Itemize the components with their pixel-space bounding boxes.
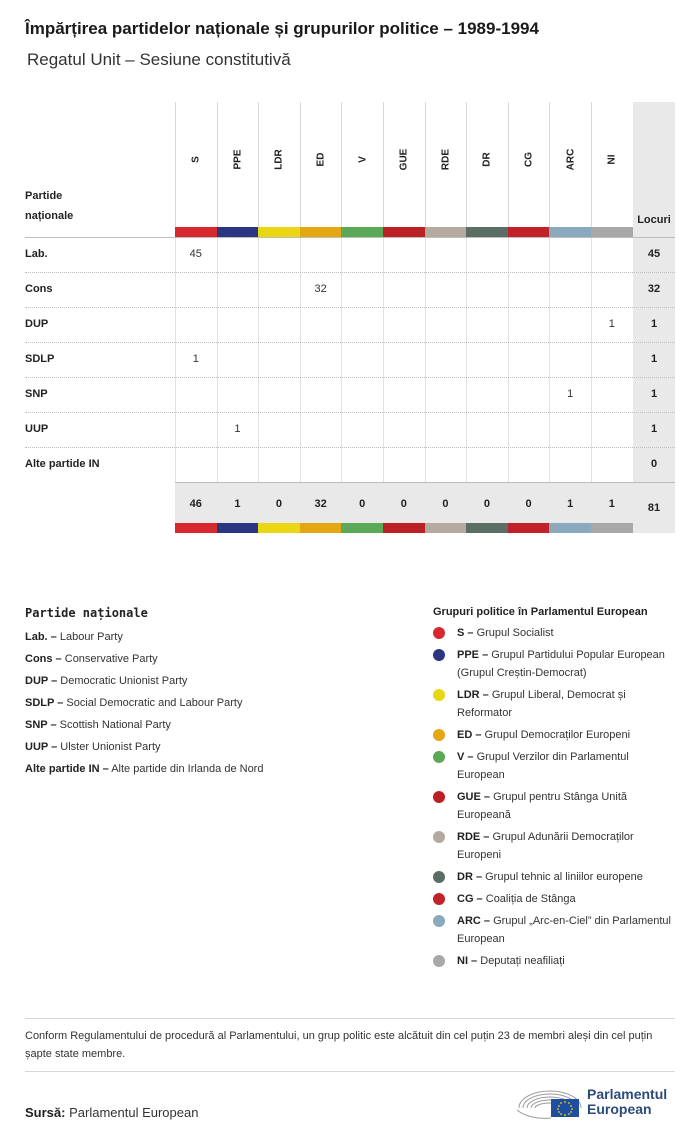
party-total: 0 — [650, 458, 658, 470]
group-header-rde: RDE — [425, 102, 467, 227]
group-color-bar-top — [425, 227, 467, 237]
color-dot-icon — [433, 871, 445, 883]
group-total: 1 — [234, 498, 241, 510]
group-legend-item: S – Grupul Socialist — [433, 624, 678, 642]
group-color-bar-bottom — [258, 523, 300, 533]
color-dot-icon — [433, 751, 445, 763]
political-groups-legend-title: Grupuri politice în Parlamentul European — [433, 606, 648, 618]
table-row — [25, 412, 675, 447]
party-legend-item: DUP – Democratic Unionist Party — [25, 675, 188, 687]
group-color-bar-bottom — [175, 523, 217, 533]
group-header-ed: ED — [300, 102, 342, 227]
group-color-bar-bottom — [549, 523, 591, 533]
party-name: UUP — [25, 423, 49, 435]
color-dot-icon — [433, 729, 445, 741]
seat-cell: 1 — [608, 318, 615, 330]
color-dot-icon — [433, 893, 445, 905]
group-header-cg: CG — [508, 102, 550, 227]
group-color-bar-top — [466, 227, 508, 237]
seat-cell: 1 — [567, 388, 574, 400]
color-dot-icon — [433, 689, 445, 701]
group-total: 46 — [189, 498, 202, 510]
party-legend-item: SDLP – Social Democratic and Labour Party — [25, 697, 243, 709]
group-total: 0 — [525, 498, 532, 510]
seats-header: Locuri — [637, 214, 671, 226]
group-legend-item: ARC – Grupul „Arc-en-Ciel” din Parlamentul European — [433, 912, 678, 948]
color-dot-icon — [433, 649, 445, 661]
group-legend-item: CG – Coaliția de Stânga — [433, 890, 678, 908]
party-legend-item: Cons – Conservative Party — [25, 653, 158, 665]
color-dot-icon — [433, 915, 445, 927]
european-parliament-logo — [515, 1080, 680, 1120]
seats-table — [25, 102, 675, 533]
group-color-bar-bottom — [466, 523, 508, 533]
group-legend-item: RDE – Grupul Adunării Democraților Europeni — [433, 828, 678, 864]
totals-row — [175, 482, 675, 523]
group-color-bar-top — [217, 227, 259, 237]
divider — [25, 1018, 675, 1019]
hemicycle-icon — [515, 1080, 585, 1120]
national-parties-legend — [25, 606, 405, 780]
party-total: 45 — [647, 248, 661, 260]
party-legend-item: Alte partide IN – Alte partide din Irlanda de Nord — [25, 763, 264, 775]
group-total: 0 — [400, 498, 407, 510]
group-header-ldr: LDR — [258, 102, 300, 227]
table-row — [25, 342, 675, 377]
table-row — [25, 447, 675, 482]
group-header-s: S — [175, 102, 217, 227]
group-header-ni: NI — [591, 102, 633, 227]
source: Sursă: Parlamentul European — [25, 1105, 199, 1120]
party-name: Cons — [25, 283, 53, 295]
party-name: SDLP — [25, 353, 55, 365]
group-header-v: V — [341, 102, 383, 227]
group-color-bar-bottom — [425, 523, 467, 533]
table-row — [25, 237, 675, 272]
group-total: 0 — [483, 498, 491, 510]
party-name: Alte partide IN — [25, 458, 100, 470]
party-total: 1 — [650, 318, 658, 330]
divider — [25, 1071, 675, 1072]
seat-cell: 1 — [234, 423, 241, 435]
group-header-ppe: PPE — [217, 102, 259, 227]
national-parties-legend-title: Partide naționale — [25, 606, 148, 620]
party-name: SNP — [25, 388, 48, 400]
party-total: 1 — [650, 423, 658, 435]
color-dot-icon — [433, 791, 445, 803]
party-legend-item: UUP – Ulster Unionist Party — [25, 741, 161, 753]
group-total: 1 — [608, 498, 615, 510]
political-groups-legend — [433, 606, 678, 974]
group-legend-item: V – Grupul Verzilor din Parlamentul European — [433, 748, 678, 784]
group-color-bar-top — [591, 227, 633, 237]
group-header-arc: ARC — [549, 102, 591, 227]
group-total: 0 — [359, 498, 366, 510]
table-row — [25, 307, 675, 342]
group-color-bar-top — [175, 227, 217, 237]
party-legend-item: SNP – Scottish National Party — [25, 719, 171, 731]
group-color-bar-top — [341, 227, 383, 237]
party-total: 32 — [647, 283, 661, 295]
group-color-bar-bottom — [341, 523, 383, 533]
group-total: 0 — [275, 498, 283, 510]
group-color-bar-top — [300, 227, 342, 237]
page-subtitle: Regatul Unit – Sesiune constitutivă — [27, 50, 291, 69]
table-row — [25, 272, 675, 307]
party-total: 1 — [650, 388, 658, 400]
logo-text: Parlamentul European — [587, 1086, 668, 1117]
group-color-bar-top — [549, 227, 591, 237]
group-legend-item: NI – Deputați neafiliați — [433, 952, 678, 970]
group-header-gue: GUE — [383, 102, 425, 227]
party-name: DUP — [25, 318, 49, 330]
group-color-bar-top — [258, 227, 300, 237]
seat-cell: 32 — [314, 283, 327, 295]
group-legend-item: GUE – Grupul pentru Stânga Unită Europeană — [433, 788, 678, 824]
group-color-bar-bottom — [591, 523, 633, 533]
group-legend-item: LDR – Grupul Liberal, Democrat și Reformator — [433, 686, 678, 722]
group-color-bar-bottom — [300, 523, 342, 533]
party-total: 1 — [650, 353, 658, 365]
color-dot-icon — [433, 627, 445, 639]
color-dot-icon — [433, 955, 445, 967]
party-legend-item: Lab. – Labour Party — [25, 631, 123, 643]
seat-cell: 45 — [189, 248, 202, 260]
group-total: 0 — [442, 498, 449, 510]
group-total: 32 — [314, 498, 327, 510]
footnote: Conform Regulamentului de procedură al Parlamentului, un grup politic este alcătuit din cel puțin 23 de membri aleși din cel puțin șapte state membre. — [25, 1030, 653, 1060]
table-row — [25, 377, 675, 412]
seat-cell: 1 — [192, 353, 199, 365]
grand-total: 81 — [647, 502, 661, 514]
color-dot-icon — [433, 831, 445, 843]
group-color-bar-bottom — [383, 523, 425, 533]
group-legend-item: PPE – Grupul Partidului Popular European (Grupul Creștin-Democrat) — [433, 646, 678, 682]
national-parties-header: Partide naționale — [25, 190, 74, 222]
party-name: Lab. — [25, 248, 48, 260]
group-total: 1 — [567, 498, 574, 510]
group-color-bar-bottom — [217, 523, 259, 533]
group-legend-item: DR – Grupul tehnic al liniilor europene — [433, 868, 678, 886]
group-legend-item: ED – Grupul Democraților Europeni — [433, 726, 678, 744]
group-color-bar-top — [508, 227, 550, 237]
group-color-bar-top — [383, 227, 425, 237]
group-color-bar-bottom — [508, 523, 550, 533]
page-title: Împărțirea partidelor naționale și grupurilor politice – 1989-1994 — [25, 19, 539, 38]
group-header-dr: DR — [466, 102, 508, 227]
